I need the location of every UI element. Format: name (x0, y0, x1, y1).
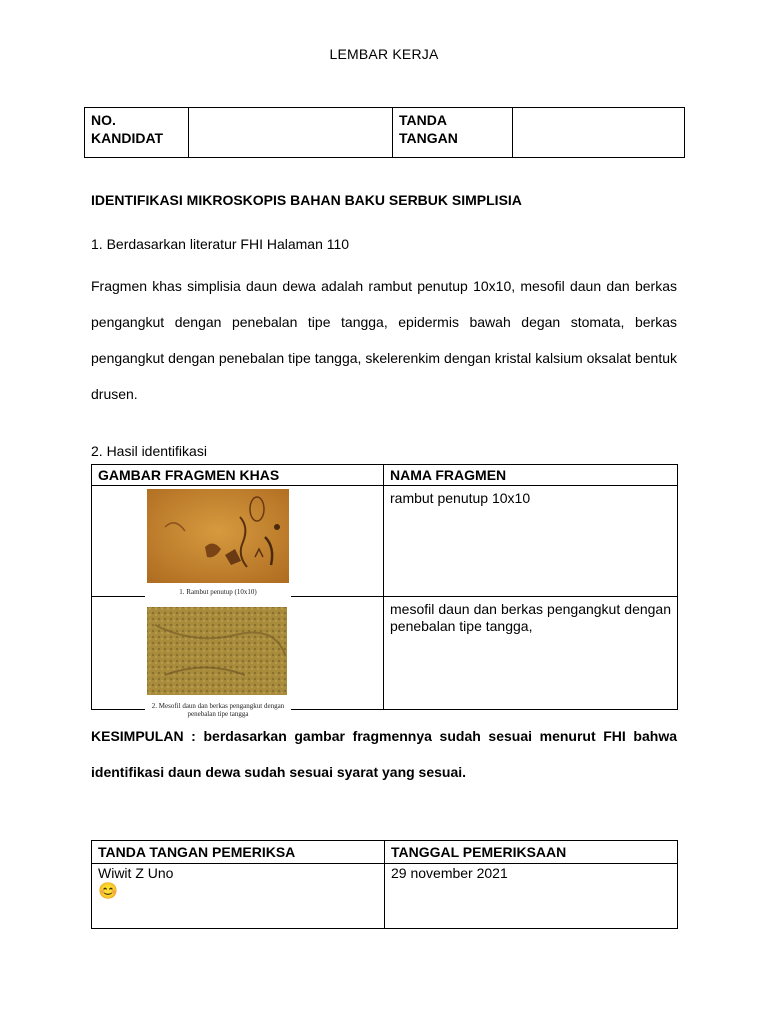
examiner-table (91, 840, 678, 929)
micrograph-1-caption: 1. Rambut penutup (10x10) (179, 588, 257, 596)
micrograph-mesofil-daun (145, 605, 291, 723)
exam-date: 29 november 2021 (385, 864, 678, 929)
candidate-no-label: NO. KANDIDAT (85, 108, 189, 158)
examiner-cell (92, 864, 385, 929)
examiner-name: Wiwit Z Uno (98, 865, 174, 881)
signature-field[interactable] (513, 108, 685, 158)
fragment-header-image: GAMBAR FRAGMEN KHAS (92, 465, 384, 486)
fragment-header-name: NAMA FRAGMEN (384, 465, 678, 486)
literature-reference: 1. Berdasarkan literatur FHI Halaman 110 (91, 236, 350, 252)
fragment-name-1: rambut penutup 10x10 (384, 486, 678, 597)
examiner-header: TANDA TANGAN PEMERIKSA (92, 841, 385, 864)
micrograph-rambut-penutup (145, 487, 291, 597)
micrograph-2-caption: 2. Mesofil daun dan berkas pengangkut dengan penebalan tipe tangga (151, 702, 285, 718)
micrograph-1-image (145, 487, 291, 583)
smiley-icon: 😊 (98, 883, 118, 900)
fragment-name-2: mesofil daun dan berkas pengangkut dengan penebalan tipe tangga, (384, 597, 678, 710)
signature-label: TANDA TANGAN (393, 108, 513, 158)
results-label: 2. Hasil identifikasi (91, 443, 207, 459)
micrograph-2-image (145, 605, 291, 697)
description-paragraph: Fragmen khas simplisia daun dewa adalah rambut penutup 10x10, mesofil daun dan berkas pengangkut dengan penebalan tipe tangga, epidermis bawah degan stomata, berkas pengangkut dengan penebalan tipe tangga, skelerenkim dengan kristal kalsium oksalat bentuk drusen. (91, 278, 677, 402)
conclusion: KESIMPULAN : berdasarkan gambar fragmennya sudah sesuai menurut FHI bahwa identifikasi daun dewa sudah sesuai syarat yang sesuai. (91, 728, 677, 780)
page-title: LEMBAR KERJA (329, 46, 439, 62)
candidate-no-field[interactable] (189, 108, 393, 158)
candidate-table (84, 107, 685, 158)
section-title: IDENTIFIKASI MIKROSKOPIS BAHAN BAKU SERBUK SIMPLISIA (91, 192, 522, 208)
date-header: TANGGAL PEMERIKSAAN (385, 841, 678, 864)
